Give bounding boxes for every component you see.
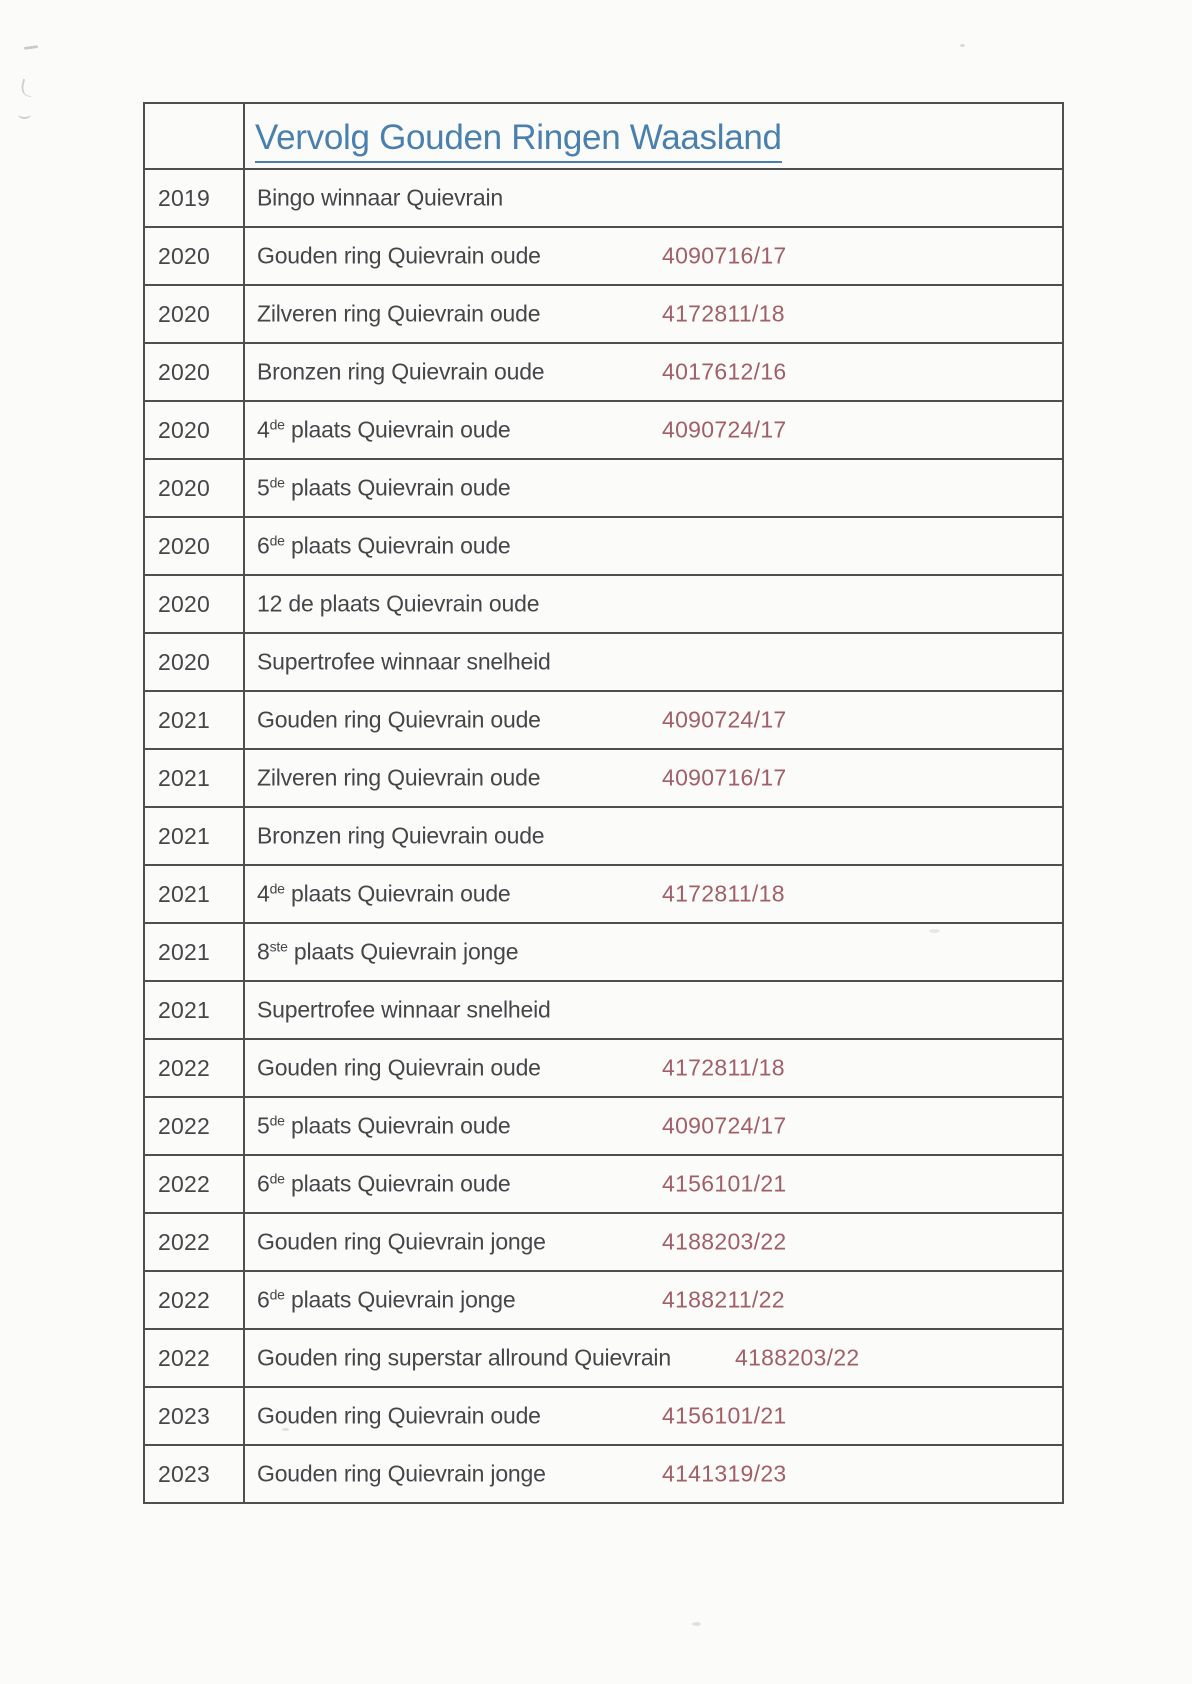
year-cell: 2022 xyxy=(145,1330,245,1386)
table-row xyxy=(145,690,1062,748)
description-cell xyxy=(245,460,1062,516)
description-cell xyxy=(245,1388,1062,1444)
table-row xyxy=(145,1154,1062,1212)
description-text: 6de plaats Quievrain jonge xyxy=(257,1286,516,1313)
table-row xyxy=(145,1096,1062,1154)
ring-number: 4172811/18 xyxy=(662,300,785,327)
scan-artifact xyxy=(18,110,31,119)
description-text: Bingo winnaar Quievrain xyxy=(257,184,503,211)
description-text: Bronzen ring Quievrain oude xyxy=(257,358,545,385)
description-text: Gouden ring Quievrain oude xyxy=(257,1402,541,1429)
description-cell xyxy=(245,1156,1062,1212)
page-title: Vervolg Gouden Ringen Waasland xyxy=(255,118,782,163)
year-cell: 2020 xyxy=(145,634,245,690)
description-text: Supertrofee winnaar snelheid xyxy=(257,996,551,1023)
year-header-cell xyxy=(145,104,245,168)
description-cell xyxy=(245,170,1062,226)
description-cell xyxy=(245,228,1062,284)
description-text: Bronzen ring Quievrain oude xyxy=(257,822,545,849)
year-cell: 2020 xyxy=(145,286,245,342)
description-cell xyxy=(245,1098,1062,1154)
year-cell: 2021 xyxy=(145,808,245,864)
table-rows xyxy=(145,168,1062,1502)
ring-number: 4188211/22 xyxy=(662,1286,785,1313)
ring-number: 4188203/22 xyxy=(735,1344,860,1371)
description-cell xyxy=(245,692,1062,748)
table-row xyxy=(145,574,1062,632)
year-cell: 2023 xyxy=(145,1446,245,1502)
description-cell xyxy=(245,634,1062,690)
ring-number: 4017612/16 xyxy=(662,358,787,385)
description-cell xyxy=(245,1214,1062,1270)
year-cell: 2019 xyxy=(145,170,245,226)
description-text: 6de plaats Quievrain oude xyxy=(257,532,511,559)
table-row xyxy=(145,168,1062,226)
ring-number: 4090724/17 xyxy=(662,416,787,443)
table-row xyxy=(145,1386,1062,1444)
table-row xyxy=(145,458,1062,516)
table-row xyxy=(145,1444,1062,1502)
ring-number: 4090716/17 xyxy=(662,764,787,791)
table-row xyxy=(145,1038,1062,1096)
ring-number: 4156101/21 xyxy=(662,1170,787,1197)
description-text: 5de plaats Quievrain oude xyxy=(257,1112,511,1139)
description-text: Gouden ring Quievrain oude xyxy=(257,242,541,269)
description-text: Gouden ring Quievrain oude xyxy=(257,706,541,733)
description-text: Gouden ring Quievrain oude xyxy=(257,1054,541,1081)
description-cell xyxy=(245,924,1062,980)
title-cell xyxy=(245,104,1062,168)
description-cell xyxy=(245,576,1062,632)
ring-number: 4188203/22 xyxy=(662,1228,787,1255)
year-cell: 2022 xyxy=(145,1156,245,1212)
scan-artifact xyxy=(960,44,965,47)
year-cell: 2022 xyxy=(145,1272,245,1328)
description-cell xyxy=(245,344,1062,400)
year-cell: 2021 xyxy=(145,866,245,922)
year-cell: 2021 xyxy=(145,750,245,806)
description-text: 4de plaats Quievrain oude xyxy=(257,416,511,443)
description-text: Gouden ring Quievrain jonge xyxy=(257,1228,546,1255)
scan-artifact xyxy=(692,1622,701,1626)
year-cell: 2020 xyxy=(145,576,245,632)
description-cell xyxy=(245,808,1062,864)
year-cell: 2021 xyxy=(145,982,245,1038)
description-text: Supertrofee winnaar snelheid xyxy=(257,648,551,675)
description-text: 8ste plaats Quievrain jonge xyxy=(257,938,519,965)
description-cell xyxy=(245,982,1062,1038)
table-row xyxy=(145,864,1062,922)
table-row xyxy=(145,1270,1062,1328)
ring-number: 4172811/18 xyxy=(662,880,785,907)
description-text: Gouden ring superstar allround Quievrain xyxy=(257,1344,671,1371)
year-cell: 2020 xyxy=(145,344,245,400)
table-row xyxy=(145,284,1062,342)
table-row xyxy=(145,400,1062,458)
description-cell xyxy=(245,866,1062,922)
description-cell xyxy=(245,1446,1062,1502)
table-row xyxy=(145,516,1062,574)
description-cell xyxy=(245,750,1062,806)
ring-number: 4090724/17 xyxy=(662,1112,787,1139)
year-cell: 2022 xyxy=(145,1040,245,1096)
scan-artifact xyxy=(19,79,35,97)
table-row xyxy=(145,748,1062,806)
ring-number: 4090716/17 xyxy=(662,242,787,269)
description-text: Zilveren ring Quievrain oude xyxy=(257,300,541,327)
description-cell xyxy=(245,1040,1062,1096)
ring-number: 4156101/21 xyxy=(662,1402,787,1429)
ring-number: 4172811/18 xyxy=(662,1054,785,1081)
description-cell xyxy=(245,1272,1062,1328)
year-cell: 2020 xyxy=(145,402,245,458)
description-text: 6de plaats Quievrain oude xyxy=(257,1170,511,1197)
year-cell: 2020 xyxy=(145,518,245,574)
table-header-row xyxy=(145,104,1062,168)
year-cell: 2020 xyxy=(145,228,245,284)
description-cell xyxy=(245,402,1062,458)
table-row xyxy=(145,226,1062,284)
description-text: 4de plaats Quievrain oude xyxy=(257,880,511,907)
year-cell: 2020 xyxy=(145,460,245,516)
description-text: Gouden ring Quievrain jonge xyxy=(257,1460,546,1487)
scan-artifact xyxy=(24,45,38,50)
ring-number: 4141319/23 xyxy=(662,1460,787,1487)
table-row xyxy=(145,632,1062,690)
table-row xyxy=(145,1212,1062,1270)
table-row xyxy=(145,342,1062,400)
description-text: Zilveren ring Quievrain oude xyxy=(257,764,541,791)
year-cell: 2022 xyxy=(145,1098,245,1154)
ring-number: 4090724/17 xyxy=(662,706,787,733)
awards-table xyxy=(143,102,1064,1504)
year-cell: 2021 xyxy=(145,692,245,748)
year-cell: 2021 xyxy=(145,924,245,980)
year-cell: 2023 xyxy=(145,1388,245,1444)
table-row xyxy=(145,980,1062,1038)
description-cell xyxy=(245,1330,1062,1386)
description-text: 12 de plaats Quievrain oude xyxy=(257,590,540,617)
table-row xyxy=(145,1328,1062,1386)
table-row xyxy=(145,922,1062,980)
description-text: 5de plaats Quievrain oude xyxy=(257,474,511,501)
table-row xyxy=(145,806,1062,864)
description-cell xyxy=(245,286,1062,342)
year-cell: 2022 xyxy=(145,1214,245,1270)
description-cell xyxy=(245,518,1062,574)
